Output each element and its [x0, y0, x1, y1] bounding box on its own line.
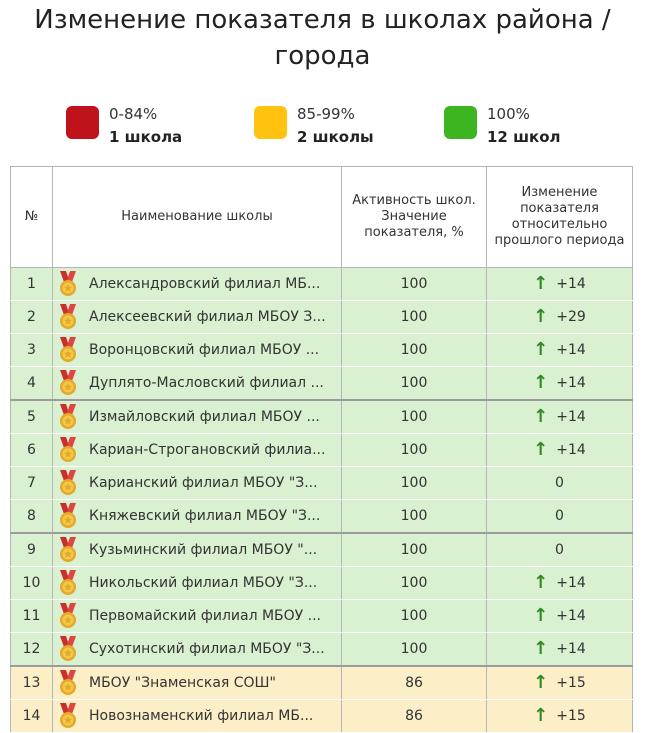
row-value: 86: [342, 700, 487, 733]
row-value: 100: [342, 533, 487, 567]
table-row[interactable]: [11, 334, 633, 367]
school-name[interactable]: Сухотинский филиал МБОУ "З...: [89, 641, 325, 657]
table-row[interactable]: [11, 700, 633, 733]
row-num: 4: [11, 367, 53, 401]
arrow-up-icon: ↑: [533, 405, 549, 427]
medal-icon: [57, 636, 79, 662]
medal-icon: [57, 370, 79, 396]
table-row[interactable]: [11, 633, 633, 667]
table-row[interactable]: [11, 467, 633, 500]
table-row[interactable]: [11, 301, 633, 334]
row-change: 0: [555, 475, 564, 491]
row-value: 100: [342, 633, 487, 667]
medal-icon: [57, 437, 79, 463]
legend-item-red: [66, 103, 182, 149]
table-row[interactable]: [11, 500, 633, 534]
row-value: 86: [342, 666, 487, 700]
legend-swatch-green: [444, 106, 477, 139]
row-num: 11: [11, 600, 53, 633]
table-row[interactable]: [11, 400, 633, 434]
row-num: 2: [11, 301, 53, 334]
medal-icon: [57, 337, 79, 363]
school-name[interactable]: Первомайский филиал МБОУ ...: [89, 608, 322, 624]
school-name[interactable]: Измайловский филиал МБОУ ...: [89, 409, 320, 425]
row-change: +29: [556, 308, 586, 325]
row-num: 9: [11, 533, 53, 567]
header-change[interactable]: Изменение показателя относительно прошлого периода: [487, 167, 633, 268]
school-name[interactable]: Княжевский филиал МБОУ "З...: [89, 508, 321, 524]
medal-icon: [57, 537, 79, 563]
page-title: Изменение показателя в школах района / города: [34, 5, 611, 71]
row-value: 100: [342, 567, 487, 600]
legend-item-yellow: [254, 103, 374, 149]
table-row[interactable]: [11, 367, 633, 401]
row-value: 100: [342, 268, 487, 301]
legend-count: 1 школа: [109, 128, 183, 146]
row-change: +14: [556, 574, 586, 591]
row-value: 100: [342, 600, 487, 633]
row-value: 100: [342, 434, 487, 467]
table-row[interactable]: [11, 268, 633, 301]
row-change: 0: [555, 542, 564, 558]
arrow-up-icon: ↑: [533, 338, 549, 360]
header-name[interactable]: Наименование школы: [53, 167, 342, 268]
school-name[interactable]: Кариан-Строгановский филиа...: [89, 442, 326, 458]
row-num: 13: [11, 666, 53, 700]
row-change: +14: [556, 341, 586, 358]
row-change: 0: [555, 508, 564, 524]
legend-range: 100%: [487, 105, 530, 123]
legend-item-green: [444, 103, 561, 149]
medal-icon: [57, 570, 79, 596]
row-change: +14: [556, 607, 586, 624]
legend-count: 2 школы: [297, 128, 374, 146]
arrow-up-icon: ↑: [533, 438, 549, 460]
header-value[interactable]: Активность школ. Значение показателя, %: [342, 167, 487, 268]
row-num: 10: [11, 567, 53, 600]
medal-icon: [57, 603, 79, 629]
medal-icon: [57, 503, 79, 529]
school-name[interactable]: Алексеевский филиал МБОУ З...: [89, 309, 326, 325]
row-num: 5: [11, 400, 53, 434]
row-value: 100: [342, 301, 487, 334]
school-name[interactable]: Александровский филиал МБ...: [89, 276, 321, 292]
row-num: 7: [11, 467, 53, 500]
row-change: +15: [556, 674, 586, 691]
row-num: 1: [11, 268, 53, 301]
arrow-up-icon: ↑: [533, 671, 549, 693]
table-row[interactable]: [11, 567, 633, 600]
arrow-up-icon: ↑: [533, 637, 549, 659]
row-value: 100: [342, 367, 487, 401]
medal-icon: [57, 404, 79, 430]
legend-count: 12 школ: [487, 128, 561, 146]
row-num: 12: [11, 633, 53, 667]
row-value: 100: [342, 400, 487, 434]
school-name[interactable]: Карианский филиал МБОУ "З...: [89, 475, 318, 491]
row-num: 3: [11, 334, 53, 367]
medal-icon: [57, 304, 79, 330]
arrow-up-icon: ↑: [533, 604, 549, 626]
row-value: 100: [342, 500, 487, 534]
table-row[interactable]: [11, 600, 633, 633]
legend-swatch-yellow: [254, 106, 287, 139]
arrow-up-icon: ↑: [533, 571, 549, 593]
arrow-up-icon: ↑: [533, 704, 549, 726]
table-row[interactable]: [11, 666, 633, 700]
schools-table: [10, 166, 633, 733]
school-name[interactable]: Кузьминский филиал МБОУ "...: [89, 542, 318, 558]
school-name[interactable]: Дуплято-Масловский филиал ...: [89, 375, 324, 391]
legend-range: 85-99%: [297, 105, 355, 123]
row-num: 8: [11, 500, 53, 534]
arrow-up-icon: ↑: [533, 371, 549, 393]
school-name[interactable]: Новознаменский филиал МБ...: [89, 708, 314, 724]
row-value: 100: [342, 334, 487, 367]
row-change: +14: [556, 408, 586, 425]
arrow-up-icon: ↑: [533, 272, 549, 294]
row-num: 14: [11, 700, 53, 733]
row-change: +15: [556, 707, 586, 724]
row-change: +14: [556, 640, 586, 657]
row-num: 6: [11, 434, 53, 467]
row-value: 100: [342, 467, 487, 500]
arrow-up-icon: ↑: [533, 305, 549, 327]
school-name[interactable]: Никольский филиал МБОУ "З...: [89, 575, 318, 591]
legend-swatch-red: [66, 106, 99, 139]
medal-icon: [57, 271, 79, 297]
medal-icon: [57, 470, 79, 496]
row-change: +14: [556, 441, 586, 458]
row-change: +14: [556, 275, 586, 292]
school-name[interactable]: МБОУ "Знаменская СОШ": [89, 675, 276, 691]
table-row[interactable]: [11, 434, 633, 467]
row-change: +14: [556, 374, 586, 391]
header-num[interactable]: №: [11, 167, 53, 268]
legend-range: 0-84%: [109, 105, 158, 123]
medal-icon: [57, 670, 79, 696]
medal-icon: [57, 703, 79, 729]
table-row[interactable]: [11, 533, 633, 567]
legend: [66, 103, 626, 153]
school-name[interactable]: Воронцовский филиал МБОУ ...: [89, 342, 320, 358]
